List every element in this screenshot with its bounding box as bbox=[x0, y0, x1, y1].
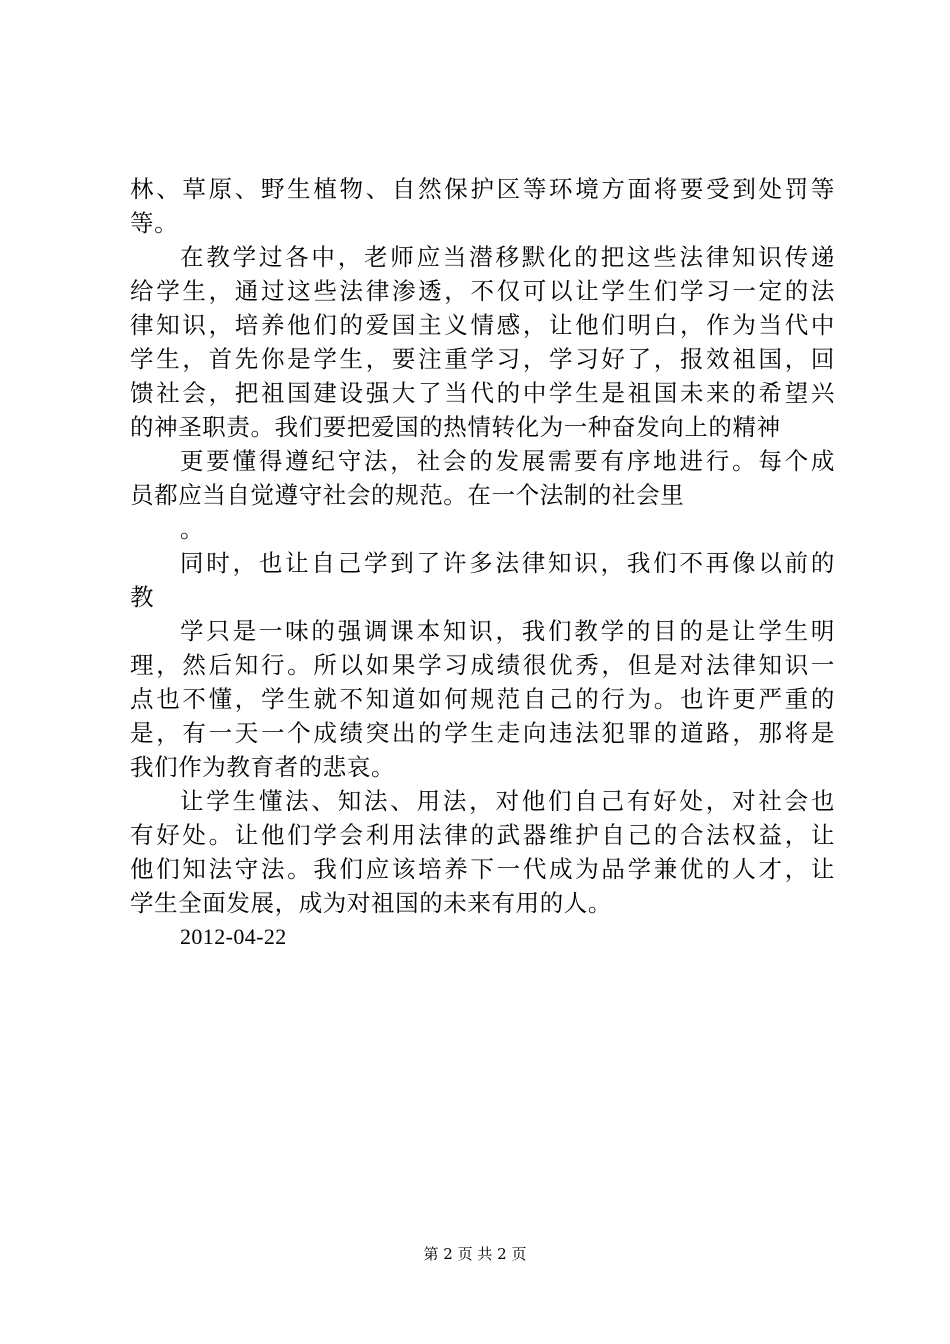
text-line: 点也不懂，学生就不知道如何规范自己的行为。也许更严重的 bbox=[130, 685, 835, 713]
text-line: 理，然后知行。所以如果学习成绩很优秀，但是对法律知识一 bbox=[130, 651, 835, 679]
text-line: 馈社会，把祖国建设强大了当代的中学生是祖国未来的希望兴 bbox=[130, 379, 835, 407]
page-footer bbox=[0, 1244, 950, 1264]
paragraph-start-line: 在教学过各中，老师应当潜移默化的把这些法律知识传递 bbox=[180, 243, 835, 271]
text-line: 有好处。让他们学会利用法律的武器维护自己的合法权益，让 bbox=[130, 821, 835, 849]
text-line: 学生全面发展，成为对祖国的未来有用的人。 bbox=[130, 889, 612, 917]
text-line: 员都应当自觉遵守社会的规范。在一个法制的社会里 bbox=[130, 481, 685, 509]
paragraph-start-line: 让学生懂法、知法、用法，对他们自己有好处，对社会也 bbox=[180, 787, 835, 815]
text-line: 等。 bbox=[130, 209, 179, 237]
document-date: 2012-04-22 bbox=[180, 924, 287, 949]
text-line: 教 bbox=[130, 583, 155, 611]
text-line: 学生，首先你是学生，要注重学习，学习好了，报效祖国，回 bbox=[130, 345, 835, 373]
text-line: 我们作为教育者的悲哀。 bbox=[130, 753, 396, 781]
text-line: 林、草原、野生植物、自然保护区等环境方面将要受到处罚等 bbox=[130, 175, 835, 203]
page-number-label: 第 2 页 共 2 页 bbox=[423, 1245, 527, 1263]
text-line: 的神圣职责。我们要把爱国的热情转化为一种奋发向上的精神 bbox=[130, 413, 781, 441]
text-line: 是，有一天一个成绩突出的学生走向违法犯罪的道路，那将是 bbox=[130, 719, 835, 747]
document-body bbox=[130, 172, 835, 954]
text-line: 。 bbox=[180, 515, 205, 543]
paragraph-start-line: 学只是一味的强调课本知识，我们教学的目的是让学生明 bbox=[180, 617, 835, 645]
text-line: 给学生，通过这些法律渗透，不仅可以让学生们学习一定的法 bbox=[130, 277, 835, 305]
paragraph-start-line: 更要懂得遵纪守法，社会的发展需要有序地进行。每个成 bbox=[180, 447, 835, 475]
text-line: 律知识，培养他们的爱国主义情感，让他们明白，作为当代中 bbox=[130, 311, 835, 339]
paragraph-start-line: 同时，也让自己学到了许多法律知识，我们不再像以前的 bbox=[180, 549, 835, 577]
text-line: 他们知法守法。我们应该培养下一代成为品学兼优的人才，让 bbox=[130, 855, 835, 883]
